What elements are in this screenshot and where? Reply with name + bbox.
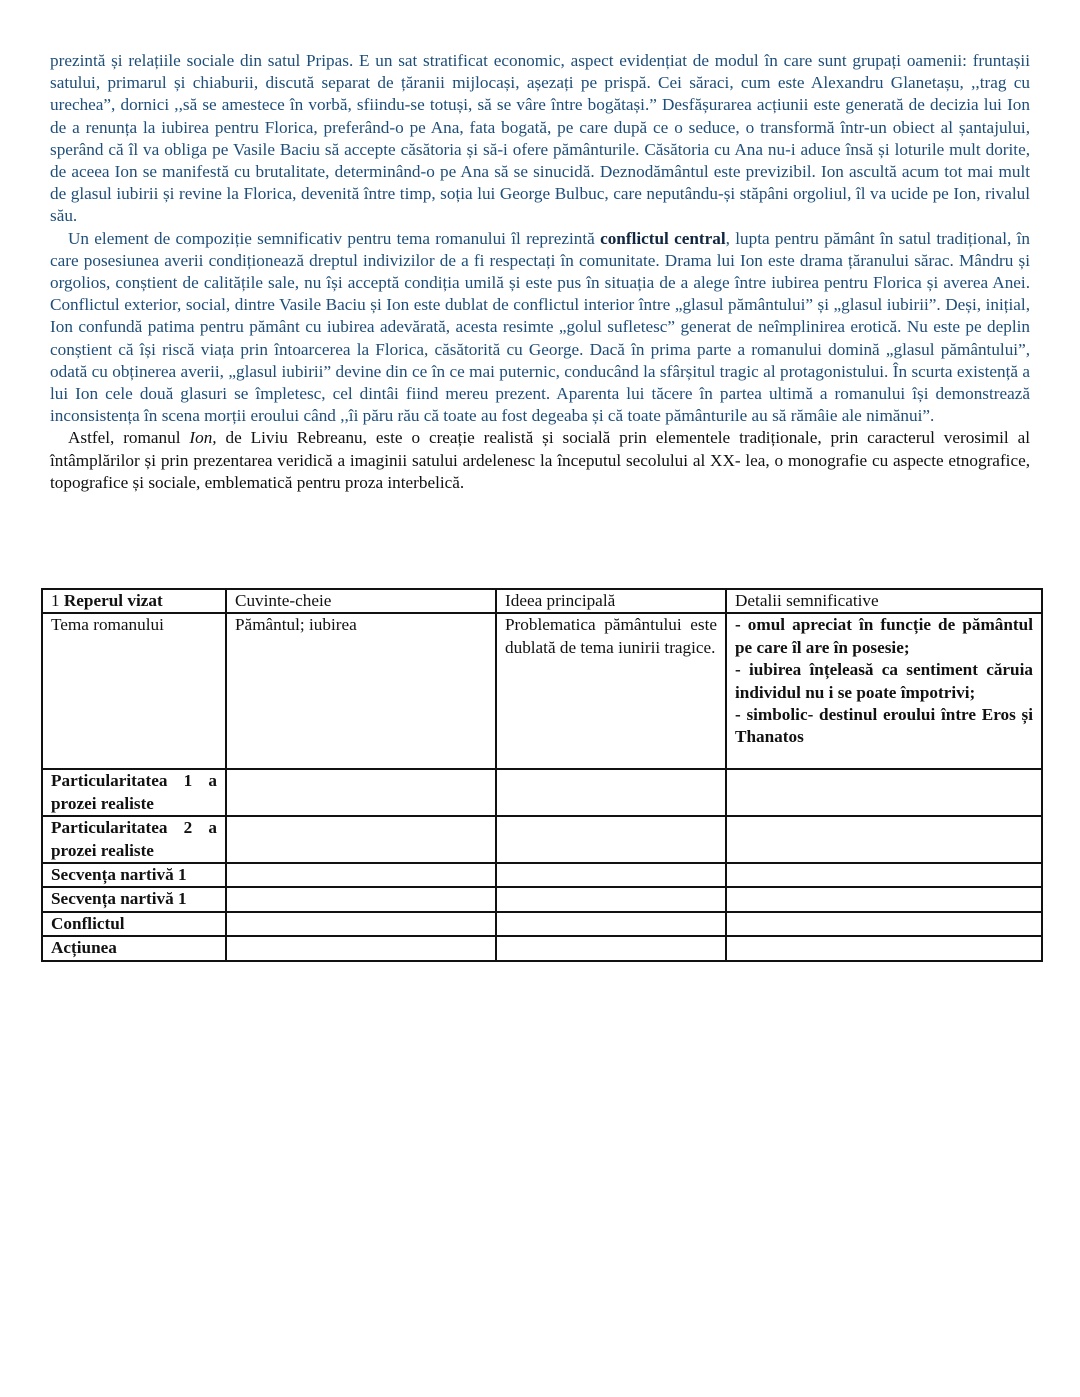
- row-label: Particularitatea 1 a prozei realiste: [42, 769, 226, 816]
- table-row: [42, 887, 1042, 911]
- table-row: [42, 816, 1042, 863]
- empty-cell[interactable]: [726, 769, 1042, 816]
- row-label: Acțiunea: [42, 936, 226, 960]
- paragraph-3: [50, 427, 1030, 494]
- empty-cell[interactable]: [726, 912, 1042, 936]
- table-row: [42, 613, 1042, 769]
- paragraph-2-start: Un element de compoziție semnificativ pentru tema romanului îl reprezintă: [68, 228, 601, 248]
- row-keywords: Pământul; iubirea: [226, 613, 496, 769]
- empty-cell[interactable]: [226, 816, 496, 863]
- empty-cell[interactable]: [496, 816, 726, 863]
- novel-title: Ion,: [189, 428, 217, 448]
- header-number: 1: [51, 591, 64, 610]
- empty-cell[interactable]: [496, 912, 726, 936]
- header-reper: [42, 589, 226, 613]
- empty-cell[interactable]: [496, 863, 726, 887]
- empty-cell[interactable]: [226, 912, 496, 936]
- row-label: Secvența nartivă 1: [42, 863, 226, 887]
- empty-cell[interactable]: [726, 816, 1042, 863]
- empty-cell[interactable]: [226, 863, 496, 887]
- header-reper-label: Reperul vizat: [63, 591, 163, 610]
- empty-cell[interactable]: [496, 887, 726, 911]
- central-conflict-term: conflictul central: [600, 228, 726, 248]
- detail-line: - omul apreciat în funcție de pământul pe care îl are în posesie;: [735, 615, 1033, 657]
- empty-cell[interactable]: [226, 936, 496, 960]
- header-details: Detalii semnificative: [726, 589, 1042, 613]
- analysis-table: [41, 588, 1043, 962]
- essay-text: [50, 50, 1030, 494]
- table-header-row: [42, 589, 1042, 613]
- empty-cell[interactable]: [226, 887, 496, 911]
- empty-cell[interactable]: [726, 863, 1042, 887]
- paragraph-1: prezintă și relațiile sociale din satul Pripas. E un sat stratificat economic, aspect evidențiat de modul în care sunt grupați oamenii: fruntașii satului, primarul și chiaburii, discută separat de țăranii mijlocași, așezați pe prispă. Cei săraci, cum este Alexandru Glanetașu, ,,trag cu urechea”, dornici ,,să se amestece în vorbă, sfiindu-se totuși, să se vâre între bogătași.” Desfășurarea acțiunii este generată de decizia lui Ion de a renunța la iubirea pentru Florica, preferând-o pe Ana, fata bogată, pe care după ce o seduce, o transformă într-un obiect al șantajului, sperând că îl va obliga pe Vasile Baciu să accepte căsătoria și să-i ofere pământurile. Căsătoria cu Ana nu-i aduce însă și loturile mult dorite, de aceea Ion se manifestă cu brutalitate, determinând-o pe Ana să se sinucidă. Deznodământul este previzibil. Ion ascultă acum tot mai mult de glasul iubirii și revine la Florica, devenită între timp, soția lui George Bulbuc, care neputându-și stăpâni orgoliul, îl va ucide pe Ion, rivalul său.: [50, 51, 1030, 226]
- empty-cell[interactable]: [226, 769, 496, 816]
- paragraph-3-rest: de Liviu Rebreanu, este o creație realistă și socială prin elementele tradiționale, prin caracterul verosimil al întâmplărilor și prin prezentarea veridică a imaginii satului ardelenesc la începutul secolului al XX- lea, o monografie cu aspecte etnografice, topografice și sociale, emblematică pentru proza interbelică.: [50, 428, 1030, 492]
- empty-cell[interactable]: [496, 769, 726, 816]
- table-row: [42, 863, 1042, 887]
- table-row: [42, 936, 1042, 960]
- empty-cell[interactable]: [496, 936, 726, 960]
- empty-cell[interactable]: [726, 936, 1042, 960]
- row-label: Particularitatea 2 a prozei realiste: [42, 816, 226, 863]
- row-details: [726, 613, 1042, 769]
- row-reper: Tema romanului: [42, 613, 226, 769]
- row-main-idea: Problematica pământului este dublată de tema iunirii tragice.: [496, 613, 726, 769]
- row-label: Conflictul: [42, 912, 226, 936]
- empty-cell[interactable]: [726, 887, 1042, 911]
- paragraph-2-rest: , lupta pentru pământ în satul tradițional, în care posesiunea averii condiționează dreptul indivizilor de a fi respectați în comunitate. Drama lui Ion este drama țăranului sărac. Mândru și orgolios, conștient de calitățile sale, nu își acceptă condiția umilă și este pus în situația de a alege între iubirea pentru Florica și averea Anei. Conflictul exterior, social, dintre Vasile Baciu și Ion este dublat de conflictul interior între „glasul pământului” și „glasul iubirii”. Deși, inițial, Ion confundă patima pentru pământ cu iubirea adevărată, acesta resimte „golul sufletesc” generat de neîmplinirea erotică. Nu este pe deplin conștient că își riscă viața prin întoarcerea la Florica, căsătorită cu George. Dacă în prima parte a romanului domină „glasul pământului”, odată cu obținerea averii, „glasul iubirii” devine din ce în ce mai puternic, conducând la sfârșitul tragic al protagonistului. În scurta existență a lui Ion cele două glasuri se împletesc, cel dintâi fiind mereu prezent. Aparenta lui tăcere în partea ultimă a romanului își demonstrează inconsistența în scena morții eroului când ,,îi păru rău că toate au fost degeaba și că toate pământurile au să rămâie ale nimănui”.: [50, 228, 1030, 426]
- table-row: [42, 769, 1042, 816]
- detail-line: - simbolic- destinul eroului între Eros și Thanatos: [735, 705, 1033, 747]
- header-main-idea: Ideea principală: [496, 589, 726, 613]
- paragraph-2: [50, 228, 1030, 428]
- header-keywords: Cuvinte-cheie: [226, 589, 496, 613]
- table-row: [42, 912, 1042, 936]
- row-label: Secvența nartivă 1: [42, 887, 226, 911]
- detail-line: - iubirea înțeleasă ca sentiment căruia individul nu i se poate împotrivi;: [735, 660, 1033, 702]
- paragraph-3-start: Astfel, romanul: [68, 428, 190, 448]
